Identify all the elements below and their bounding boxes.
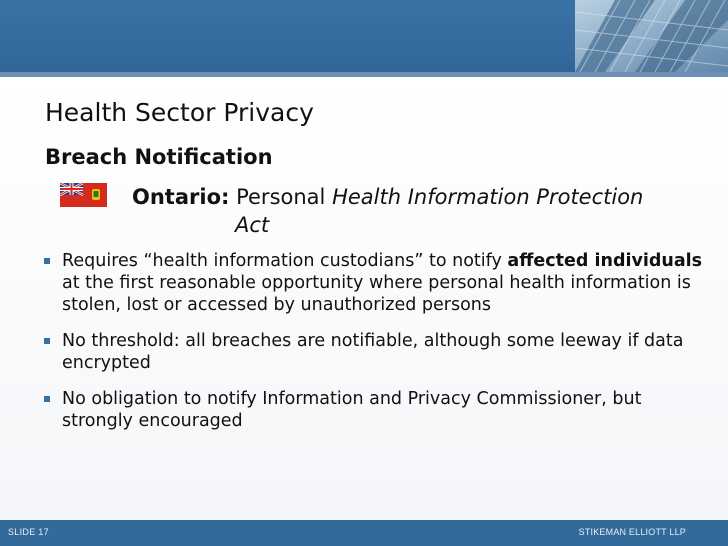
list-item [44, 250, 704, 316]
page-title: Health Sector Privacy [45, 98, 314, 127]
list-item [44, 388, 704, 432]
bullet-text-before: Requires “health information custodians” to notify [62, 251, 508, 271]
slide-number: SLIDE 17 [8, 527, 49, 537]
act-name-last: Act [235, 213, 270, 237]
act-name: Health Information Protection [332, 185, 644, 209]
bullet-text: No obligation to notify Information and Privacy Commissioner, but strongly encouraged [62, 389, 642, 431]
act-word-personal: Personal [236, 185, 326, 209]
ontario-flag-icon [60, 183, 107, 207]
building-photo [575, 0, 728, 72]
square-bullet-icon [44, 258, 50, 264]
square-bullet-icon [44, 338, 50, 344]
bullet-text-after: at the first reasonable opportunity where personal health information is stolen, lost or accessed by unauthorized persons [62, 273, 691, 315]
square-bullet-icon [44, 396, 50, 402]
bullet-text: No threshold: all breaches are notifiable, although some leeway if data encrypted [62, 331, 684, 373]
list-item [44, 330, 704, 374]
bullet-list [44, 250, 704, 446]
province-label: Ontario: [132, 185, 230, 209]
section-subtitle: Breach Notification [45, 145, 273, 169]
footer-bar [0, 520, 728, 546]
ontario-act-heading [132, 183, 692, 239]
firm-name: STIKEMAN ELLIOTT LLP [578, 527, 686, 537]
bullet-text-bold: affected individuals [507, 251, 703, 271]
